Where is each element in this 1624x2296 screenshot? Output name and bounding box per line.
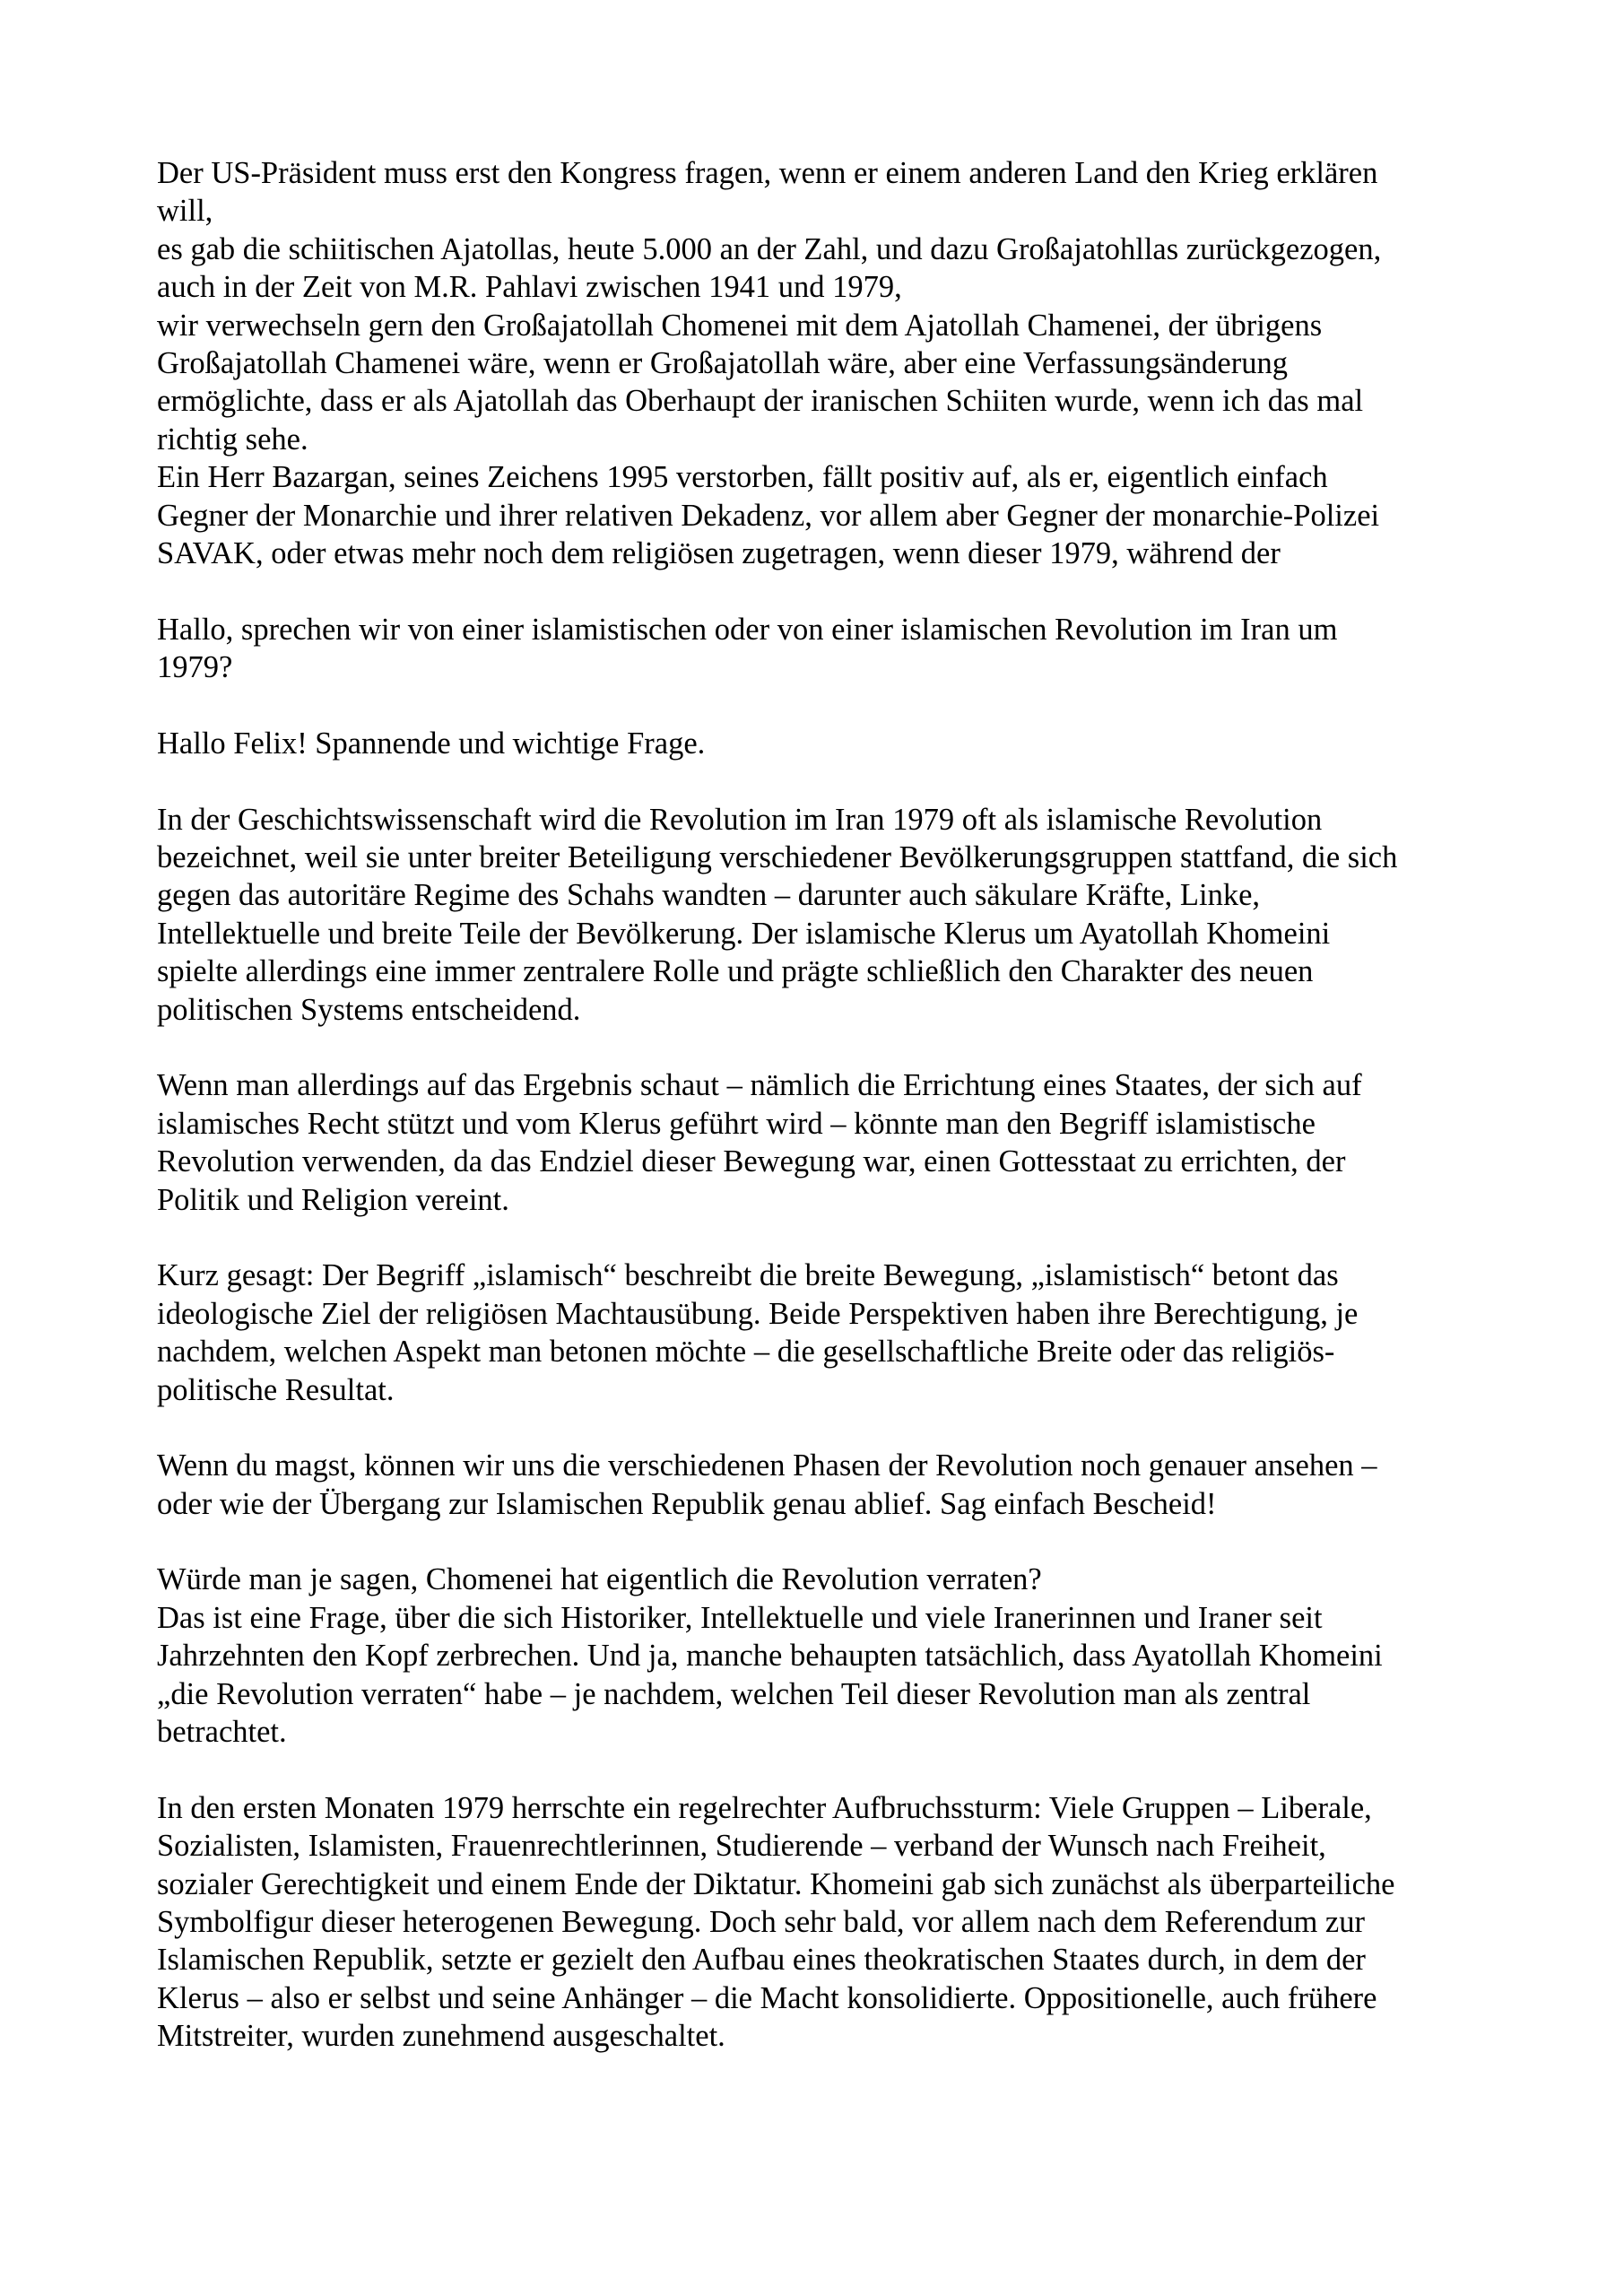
text-line: Das ist eine Frage, über die sich Historiker, Intellektuelle und viele Iranerinnen und Iraner seit (157, 1600, 1323, 1635)
text-line: Der US-Präsident muss erst den Kongress fragen, wenn er einem anderen Land den Krieg erklären (157, 156, 1378, 190)
text-line: oder wie der Übergang zur Islamischen Republik genau ablief. Sag einfach Bescheid! (157, 1486, 1217, 1521)
text-line: ideologische Ziel der religiösen Machtausübung. Beide Perspektiven haben ihre Berechtigung, je (157, 1296, 1359, 1331)
text-line: Symbolfigur dieser heterogenen Bewegung. Doch sehr bald, vor allem nach dem Referendum zur (157, 1904, 1365, 1939)
paragraph (157, 1789, 1489, 2056)
text-line: spielte allerdings eine immer zentralere Rolle und prägte schließlich den Charakter des neuen (157, 954, 1314, 989)
text-line: 1979? (157, 650, 233, 685)
text-line: Revolution verwenden, da das Endziel dieser Bewegung war, einen Gottesstaat zu errichten, der (157, 1144, 1346, 1179)
paragraph (157, 725, 1489, 762)
text-line: nachdem, welchen Aspekt man betonen möchte – die gesellschaftliche Breite oder das religiös- (157, 1335, 1335, 1370)
text-line: Gegner der Monarchie und ihrer relativen Dekadenz, vor allem aber Gegner der monarchie-Polizei (157, 498, 1380, 533)
paragraph-gap (157, 1751, 1489, 1788)
text-line: In den ersten Monaten 1979 herrschte ein regelrechter Aufbruchssturm: Viele Gruppen – Liberale, (157, 1790, 1372, 1825)
text-line: richtig sehe. (157, 422, 308, 457)
paragraph-gap (157, 1029, 1489, 1066)
paragraph-gap (157, 762, 1489, 800)
text-line: islamisches Recht stützt und vom Klerus geführt wird – könnte man den Begriff islamistische (157, 1106, 1316, 1141)
paragraph (157, 154, 1489, 572)
text-line: „die Revolution verraten“ habe – je nachdem, welchen Teil dieser Revolution man als zentral (157, 1676, 1311, 1711)
text-line: betrachtet. (157, 1715, 287, 1750)
text-line: Islamischen Republik, setzte er gezielt den Aufbau eines theokratischen Staates durch, in dem der (157, 1943, 1366, 1978)
text-line: Wenn man allerdings auf das Ergebnis schaut – nämlich die Errichtung eines Staates, der sich auf (157, 1068, 1362, 1103)
paragraph-gap (157, 686, 1489, 724)
text-line: wir verwechseln gern den Großajatollah Chomenei mit dem Ajatollah Chamenei, der übrigens (157, 308, 1323, 343)
paragraph (157, 1066, 1489, 1219)
text-line: Hallo Felix! Spannende und wichtige Frage. (157, 726, 706, 761)
paragraph (157, 801, 1489, 1029)
text-line: politischen Systems entscheidend. (157, 992, 581, 1027)
text-line: In der Geschichtswissenschaft wird die Revolution im Iran 1979 oft als islamische Revolution (157, 802, 1323, 837)
text-line: es gab die schiitischen Ajatollas, heute 5.000 an der Zahl, und dazu Großajatohllas zurückgezogen, (157, 231, 1382, 266)
text-line: Jahrzehnten den Kopf zerbrechen. Und ja, manche behaupten tatsächlich, dass Ayatollah Khomeini (157, 1639, 1383, 1674)
text-line: Sozialisten, Islamisten, Frauenrechtlerinnen, Studierende – verband der Wunsch nach Freiheit, (157, 1829, 1326, 1864)
text-line: politische Resultat. (157, 1372, 395, 1407)
text-line: Kurz gesagt: Der Begriff „islamisch“ beschreibt die breite Bewegung, „islamistisch“ betont das (157, 1258, 1339, 1293)
paragraph-gap (157, 572, 1489, 610)
text-line: auch in der Zeit von M.R. Pahlavi zwischen 1941 und 1979, (157, 270, 902, 305)
text-line: will, (157, 194, 213, 229)
text-line: Wenn du magst, können wir uns die verschiedenen Phasen der Revolution noch genauer ansehen – (157, 1448, 1377, 1483)
text-line: Klerus – also er selbst und seine Anhänger – die Macht konsolidierte. Oppositionelle, auch frühere (157, 1980, 1377, 2015)
paragraph-gap (157, 1219, 1489, 1257)
text-line: Mitstreiter, wurden zunehmend ausgeschaltet. (157, 2019, 725, 2054)
paragraph (157, 611, 1489, 687)
paragraph-gap (157, 1409, 1489, 1447)
document-body (157, 154, 1489, 2056)
text-line: SAVAK, oder etwas mehr noch dem religiösen zugetragen, wenn dieser 1979, während der (157, 535, 1281, 570)
text-line: sozialer Gerechtigkeit und einem Ende der Diktatur. Khomeini gab sich zunächst als überparteiliche (157, 1866, 1395, 1901)
paragraph (157, 1257, 1489, 1409)
text-line: ermöglichte, dass er als Ajatollah das Oberhaupt der iranischen Schiiten wurde, wenn ich das mal (157, 384, 1364, 419)
paragraph (157, 1447, 1489, 1523)
paragraph-gap (157, 1523, 1489, 1561)
text-line: Ein Herr Bazargan, seines Zeichens 1995 verstorben, fällt positiv auf, als er, eigentlich einfach (157, 460, 1328, 495)
text-line: Hallo, sprechen wir von einer islamistischen oder von einer islamischen Revolution im Iran um (157, 612, 1338, 647)
text-line: bezeichnet, weil sie unter breiter Beteiligung verschiedener Bevölkerungsgruppen stattfand, die sich (157, 840, 1398, 875)
paragraph (157, 1561, 1489, 1751)
text-line: Großajatollah Chamenei wäre, wenn er Großajatollah wäre, aber eine Verfassungsänderung (157, 345, 1288, 380)
text-line: Politik und Religion vereint. (157, 1182, 509, 1217)
text-line: Intellektuelle und breite Teile der Bevölkerung. Der islamische Klerus um Ayatollah Khomeini (157, 916, 1331, 951)
text-line: gegen das autoritäre Regime des Schahs wandten – darunter auch säkulare Kräfte, Linke, (157, 878, 1261, 913)
text-line: Würde man je sagen, Chomenei hat eigentlich die Revolution verraten? (157, 1562, 1042, 1597)
